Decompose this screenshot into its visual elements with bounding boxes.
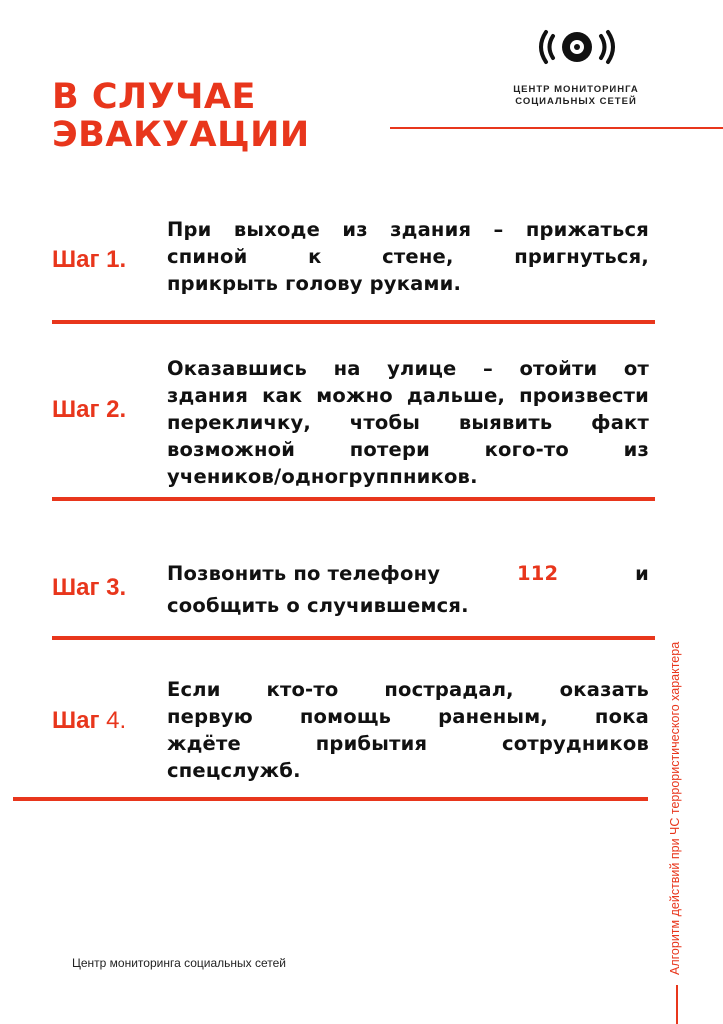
step-4-line-2: первую помощь раненым, пока bbox=[167, 705, 649, 728]
step-2-label: Шаг 2. bbox=[52, 396, 127, 423]
side-caption: Алгоритм действий при ЧС террористического характера bbox=[668, 641, 682, 975]
step-1-divider bbox=[52, 320, 655, 324]
step-2-line-4: возможной потери кого-то из bbox=[167, 438, 649, 461]
org-name-line-2: СОЦИАЛЬНЫХ СЕТЕЙ bbox=[515, 96, 637, 107]
step-2-line-2: здания как можно дальше, произвести bbox=[167, 384, 649, 407]
step-2-text bbox=[167, 355, 649, 490]
step-2-line-5: учеников/одногруппников. bbox=[167, 465, 478, 488]
emergency-phone-number: 112 bbox=[516, 562, 559, 585]
step-3-text bbox=[167, 560, 649, 619]
step-3-line-2: сообщить о случившемся. bbox=[167, 594, 469, 617]
step-1-text bbox=[167, 216, 649, 297]
step-3-label: Шаг 3. bbox=[52, 574, 127, 601]
step-4-line-4: спецслужб. bbox=[167, 759, 301, 782]
step-1-line-3: прикрыть голову руками. bbox=[167, 272, 462, 295]
step-1-line-1: При выходе из здания – прижаться bbox=[167, 218, 649, 241]
step-4-label bbox=[52, 707, 126, 735]
step-1-label: Шаг 1. bbox=[52, 246, 127, 273]
step-3-divider bbox=[52, 636, 655, 640]
step-4-line-3: ждёте прибытия сотрудников bbox=[167, 732, 649, 755]
step-4-label-number: 4. bbox=[106, 707, 127, 734]
step-4-label-word: Шаг bbox=[52, 707, 100, 734]
org-name bbox=[492, 84, 660, 108]
side-divider bbox=[676, 985, 678, 1024]
broadcast-eye-icon bbox=[532, 24, 622, 70]
step-4-divider bbox=[13, 797, 648, 801]
step-3-line-1 bbox=[167, 560, 649, 587]
header-divider bbox=[390, 127, 723, 129]
step-4-text bbox=[167, 676, 649, 784]
footer-org-name: Центр мониторинга социальных сетей bbox=[72, 956, 287, 970]
title-line-2: ЭВАКУАЦИИ bbox=[52, 115, 310, 155]
step-4-line-1: Если кто-то пострадал, оказать bbox=[167, 678, 649, 701]
step-1-line-2: спиной к стене, пригнуться, bbox=[167, 245, 649, 268]
step-3-text-after: и bbox=[635, 562, 649, 585]
page-title bbox=[52, 78, 310, 154]
step-2-divider bbox=[52, 497, 655, 501]
step-2-line-1: Оказавшись на улице – отойти от bbox=[167, 357, 649, 380]
org-name-line-1: ЦЕНТР МОНИТОРИНГА bbox=[513, 84, 639, 95]
step-2-line-3: перекличку, чтобы выявить факт bbox=[167, 411, 649, 434]
step-3-text-before: Позвонить по телефону bbox=[167, 562, 441, 585]
title-line-1: В СЛУЧАЕ bbox=[52, 77, 256, 117]
